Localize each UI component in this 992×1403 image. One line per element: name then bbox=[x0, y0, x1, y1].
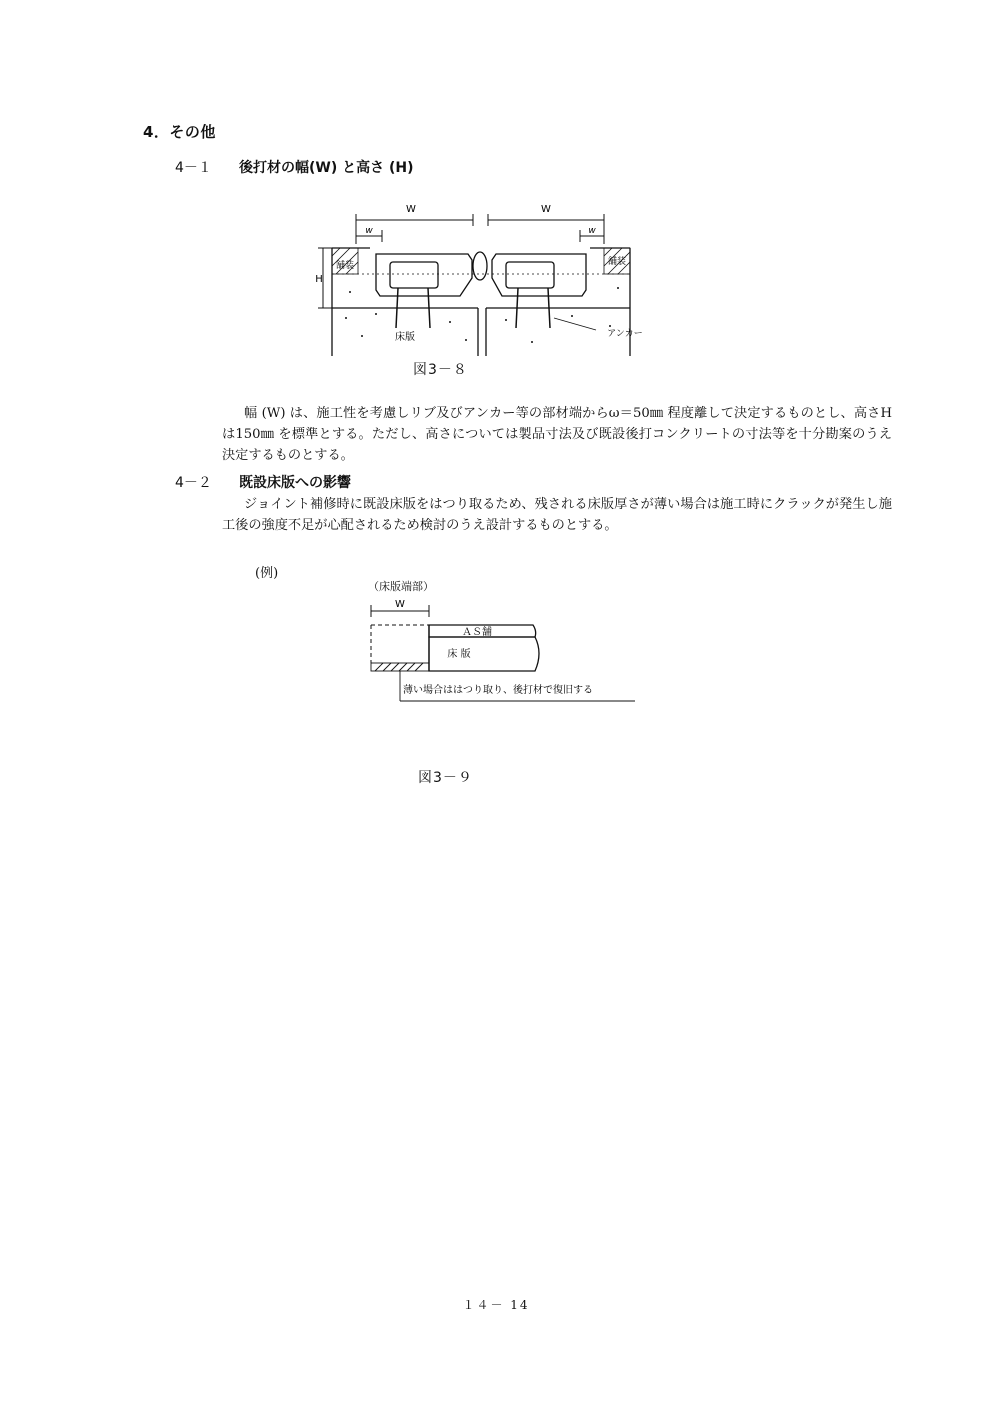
fig8-label-pavement-right: 舗装 bbox=[607, 257, 627, 267]
fig8-label-wsmall-right: w bbox=[588, 226, 596, 236]
figure-3-9-caption: 図3－９ bbox=[418, 770, 473, 786]
paragraph-width-height: 幅 (W) は、施工性を考慮しリブ及びアンカー等の部材端からω＝50㎜ 程度離して決定するものとし、高さHは150㎜ を標準とする。ただし、高さについては製品寸法及び既設後打コンクリートの寸法等を十分勘案のうえ決定するものとする。 bbox=[222, 406, 892, 463]
example-label: (例) bbox=[255, 566, 279, 581]
subsection-title: 既設床版への影響 bbox=[239, 475, 351, 491]
subsection-title: 後打材の幅(W) と高さ (H) bbox=[239, 160, 414, 176]
figure-3-9-slab-edge-diagram bbox=[365, 595, 645, 705]
fig9-note: 薄い場合ははつり取り、後打材で復旧する bbox=[403, 685, 593, 696]
subsection-4-1-heading bbox=[175, 157, 414, 177]
subsection-number: 4－２ bbox=[175, 475, 212, 491]
fig8-label-wsmall-left: w bbox=[365, 226, 373, 236]
page-number: １４－ 14 bbox=[462, 1298, 530, 1312]
fig8-label-w-right: W bbox=[541, 204, 551, 215]
fig8-label-anchor: アンカー bbox=[607, 329, 643, 339]
fig9-label-w: W bbox=[395, 599, 405, 610]
figure-3-9-title: （床版端部） bbox=[368, 580, 434, 593]
fig8-label-slab: 床版 bbox=[395, 332, 415, 343]
fig8-label-h: H bbox=[315, 274, 323, 285]
fig8-label-pavement-left: 舗装 bbox=[335, 261, 355, 271]
paragraph-existing-slab: ジョイント補修時に既設床版をはつり取るため、残される床版厚さが薄い場合は施工時にクラックが発生し施工後の強度不足が心配されるため検討のうえ設計するものとする。 bbox=[222, 497, 892, 533]
fig9-label-slab: 床 版 bbox=[447, 649, 471, 660]
figure-3-8-caption: 図3－８ bbox=[413, 362, 468, 378]
fig8-label-w-left: W bbox=[406, 204, 416, 215]
subsection-number: 4－１ bbox=[175, 160, 212, 176]
subsection-4-2-heading bbox=[175, 472, 351, 492]
section-title: 4．その他 bbox=[143, 123, 216, 141]
fig9-label-as-pavement: ＡＳ舗 bbox=[462, 627, 492, 638]
figure-3-8-joint-diagram bbox=[310, 196, 650, 356]
